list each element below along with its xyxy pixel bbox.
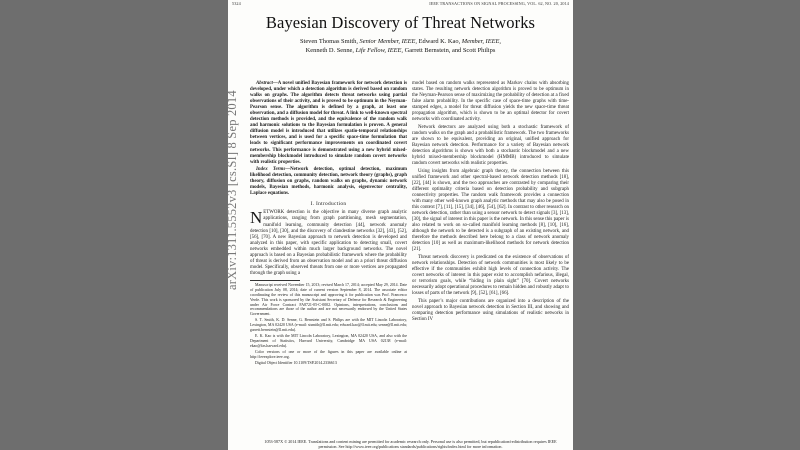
drop-cap: N (250, 208, 263, 228)
footnote-affiliation-2: E. K. Kao is with the MIT Lincoln Laboratory, Lexington, MA 02420 USA, and also with the Department of Statistics, Harvard University, Cambridge MA USA 02138 (e-mail: ekao@fas.harvard.edu). (250, 334, 407, 348)
right-paragraph-1: model based on random walks represented as Markov chains with absorbing states. The resulting network detection algorithm is proved to be optimum in the Neyman-Pearson sense of maximizing the probability of detection at a fixed false alarm probability. In the specific case of space-time graphs with time-stamped edges, a model for threat diffusion yields the new space-time threat propagation algorithm, which is shown to be an optimal detector for covert networks with coordinated activity. (412, 81, 569, 123)
copyright-note: 1053-587X © 2014 IEEE. Translations and content mining are permitted for academic research only. Personal use is also permitted, but republication/redistribution requires IEEE permission. See http://www.ieee.org/publications standards/publications/rights/index.html for more information. (264, 439, 557, 449)
paper-page (225, 0, 573, 450)
author-others: Garrett Bernstein, and Scott Philips (404, 47, 496, 54)
footnote-doi: Digital Object Identifier 10.1109/TSP.2014.2336613 (255, 360, 337, 365)
journal-name: IEEE TRANSACTIONS ON SIGNAL PROCESSING, VOL. 62, NO. 20, 2014 (429, 1, 569, 6)
right-column (412, 81, 569, 324)
section-heading: I. Introduction (310, 201, 347, 208)
author-list (228, 37, 573, 55)
author-senne-role: Life Fellow, IEEE, (355, 47, 404, 54)
right-paragraph-2: Network detectors are analyzed using both a stochastic framework of random walks on the graph and a probabilistic framework. The two frameworks are shown to be equivalent, providing an original, unified approach for Bayesian network detection. Performance for a variety of Bayesian network detection algorithms is shown with both a stochastic blockmodel and a new hybrid mixed-membership blockmodel (HMMB) introduced to simulate random covert networks with realistic properties. (412, 124, 569, 167)
author-smith: Steven Thomas Smith, (299, 38, 358, 45)
index-terms (250, 167, 407, 197)
footnote-manuscript: Manuscript received November 15, 2013; revised March 17, 2014; accepted May 29, 2014. Date of publication July 08, 2014; date of current version September 8, 2014. The associate editor coordinating the review of this manuscript and approving it for publication was Prof. Francesco Verde. This work is sponsored by the Assistant Secretary of Defense for Research & Engineering under Air Force Contract FA8721-05-C-0002. Opinions, interpretations, conclusions and recommendations are those of the author and are not necessarily endorsed by the United States Government. (250, 282, 407, 317)
paper-title: Bayesian Discovery of Threat Networks (265, 13, 536, 32)
abstract (250, 81, 407, 166)
intro-text: ETWORK detection is the objective in many diverse graph analytic applications, ranging from graph partitioning, mesh segmentation, manifold learning, community detection [44], network anomaly detection [10], [30], and the discovery of clandestine networks [32], [43], [52], [56], [70]. A new Bayesian approach to network detection is developed and analyzed in this paper, with specific application to detecting small, covert networks embedded within much larger background networks. The novel approach is based on a Bayesian probabilistic framework where the probability of threat is derived from an observation model and an a priori threat diffusion model. Specifically, observed threats from one or more vertices are propagated through the graph using a (250, 210, 407, 276)
page-number: 5324 (232, 1, 241, 6)
right-paragraph-3: Using insights from algebraic graph theory, the connection between this unified framework and other spectral-based network detection methods [18], [22], [44] is shown, and the two approaches are contrasted by comparing their different optimality criteria based on detection probability and subgraph connectivity properties. The random walk framework provides a connection with many other well-known graph analytic methods that may also be posed in this context [7], [11], [15], [34], [46], [54], [62]. In contrast to other research on network detection, rather than using a sensor network to detect signals [3], [13], [30], the signal of interest in this paper is the network. In this sense this paper is also related to work on so-called manifold learning methods [8], [10], [16], although the network to be detected is a subgraph of an existing network, and therefore the methods described here belong to a class of network anomaly detection [10] as well as maximum-likelihood methods for network detection [21]. (412, 168, 569, 253)
footnote-color: Color versions of one or more of the figures in this paper are available online at http://ieeexplore.ieee.org. (250, 349, 407, 359)
abstract-lead: Abstract (256, 81, 273, 86)
author-smith-role: Senior Member, IEEE, (359, 38, 418, 45)
viewer-background-left (0, 0, 228, 450)
footnote-rule (250, 280, 300, 281)
abstract-text: —A novel unified Bayesian framework for network detection is developed, under which a detection algorithm is derived based on random walks on graphs. The algorithm detects threat networks using partial observations of their activity, and is proved to be optimum in the Neyman-Pearson sense. The algorithm is defined by a graph, at least one observation, and a diffusion model for threat. A link to well-known spectral detection methods is provided, and the equivalence of the random walk and harmonic solutions to the Bayesian formulation is proven. A general diffusion model is introduced that utilizes spatio-temporal relationships between vertices, and is used for a specific space-time formulation that leads to significant performance improvements on coordinated covert networks. This performance is demonstrated using a new hybrid mixed-membership blockmodel introduced to simulate random covert networks with realistic properties. (250, 81, 407, 165)
footnotes (250, 283, 407, 366)
viewer-background-right (573, 0, 800, 450)
author-kao-role: Member, IEEE, (461, 38, 501, 45)
author-senne: Kenneth D. Senne, (305, 47, 354, 54)
intro-paragraph (250, 210, 407, 277)
index-terms-lead: Index Terms (256, 167, 286, 173)
footnote-affiliation-1: S. T. Smith, K. D. Senne, G. Bernstein and S. Philips are with the MIT Lincoln Laboratory, Lexington, MA 02420 USA (e-mail: stsmith@ll.mit.edu; edward.kao@ll.mit.edu; senne@ll.mit.edu; garrett.bernstein@ll.mit.edu). (250, 318, 407, 333)
right-paragraph-5: This paper’s major contributions are organized into a description of the novel approach to Bayesian network detection in Section III, and showing and comparing detection performance using simulations of realistic networks in Section IV (412, 298, 569, 322)
running-head (232, 1, 569, 7)
left-column (250, 81, 407, 366)
arxiv-stamp: arXiv:1311.5552v3 [cs.SI] 8 Sep 2014 (225, 90, 239, 290)
author-kao: Edward K. Kao, (418, 38, 461, 45)
right-paragraph-4: Threat network discovery is predicated on the existence of observations of network relationships. Detection of network communities is most likely to be effective if the communities exhibit high levels of connection activity. The covert networks of interest in this paper exist to accomplish nefarious, illegal, or terrorism goals, while “hiding in plain sight” [70]. Covert networks necessarily adopt operational procedures to remain hidden and robustly adapt to losses of parts of the network [9], [52], [61], [66]. (412, 254, 569, 297)
index-terms-text: —Network detection, optimal detection, maximum likelihood detection, community detection, network theory (graphs), graph theory, diffusion on graphs, random walks on graphs, dynamic network models, Bayesian methods, harmonic analysis, eigenvector centrality, Laplace equations. (250, 167, 407, 197)
